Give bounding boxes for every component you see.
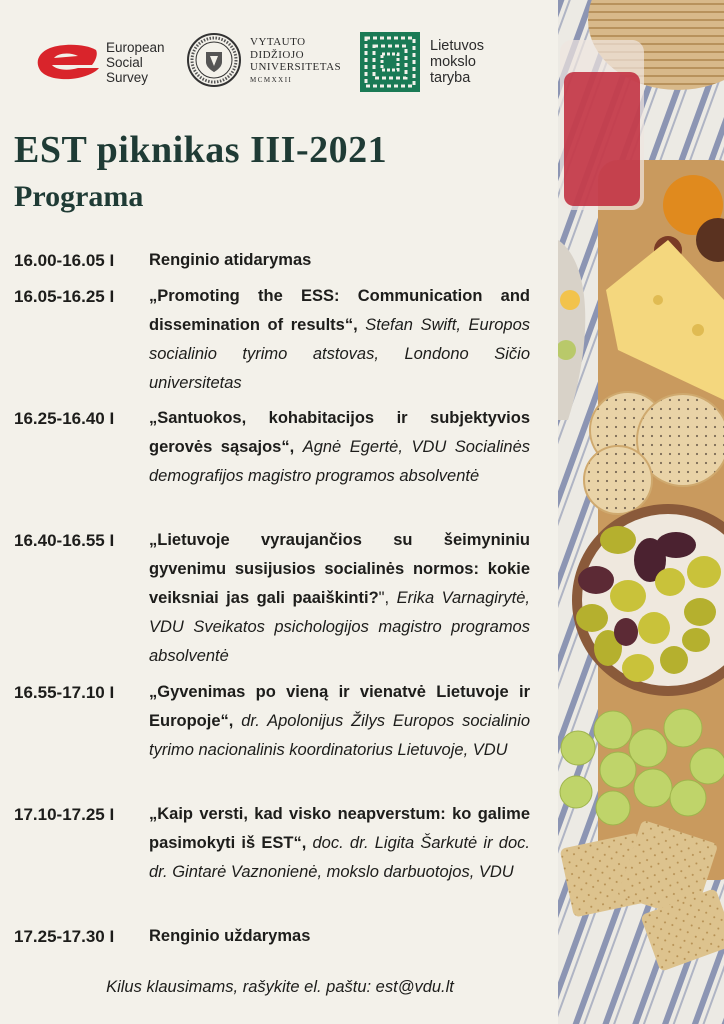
program-time: 16.00-16.05 I bbox=[14, 251, 115, 270]
lmt-logo-line: Lietuvos bbox=[430, 38, 485, 54]
lmt-logo-line: taryba bbox=[430, 70, 471, 86]
vdu-logo-line: VYTAUTO bbox=[250, 36, 306, 48]
program-time: 16.05-16.25 I bbox=[14, 287, 115, 306]
program-time: 17.25-17.30 I bbox=[14, 927, 115, 946]
program-talk: Renginio atidarymas bbox=[149, 251, 312, 269]
ess-logo bbox=[34, 38, 184, 88]
picnic-food-image bbox=[558, 0, 724, 1024]
vdu-logo bbox=[186, 30, 356, 94]
page-subtitle: Programa bbox=[14, 180, 144, 213]
lmt-logo bbox=[360, 32, 520, 92]
program-talk: „Kaip versti, kad visko neapverstum: ko galime pasimokyti iš EST“, bbox=[149, 805, 530, 852]
picnic-photo bbox=[558, 0, 724, 1024]
ess-logo-line: Survey bbox=[106, 70, 149, 85]
page-title: EST piknikas III-2021 bbox=[14, 129, 388, 171]
program-time: 17.10-17.25 I bbox=[14, 805, 115, 824]
vdu-logo-line: DIDŽIOJO bbox=[250, 48, 305, 61]
lmt-logo-icon bbox=[360, 32, 420, 92]
program-talk: „Gyvenimas po vieną ir vienatvė Lietuvoje ir Europoje“, bbox=[149, 683, 530, 730]
program-talk: Renginio uždarymas bbox=[149, 927, 311, 945]
program-speaker: Erika Varnagirytė, VDU Sveikatos psichologijos magistro programos absolventė bbox=[149, 589, 531, 665]
program-speaker: doc. dr. Ligita Šarkutė ir doc. dr. Gintarė Vaznonienė, mokslo darbuotojos, VDU bbox=[149, 834, 530, 881]
logo-bar bbox=[34, 30, 534, 100]
program-speaker: Stefan Swift, Europos socialinio tyrimo atstovas, Londono Sičio universitetas bbox=[149, 316, 530, 392]
university-seal-icon bbox=[186, 32, 242, 88]
program-talk: „Lietuvoje vyraujančios su šeimyniniu gyvenimu susijusios socialinės normos: kokie veiksniai jas gali paaiškinti? bbox=[149, 531, 530, 607]
program-speaker: dr. Apolonijus Žilys Europos socialinio tyrimo nacionalinis koordinatorius Lietuvoje, VDU bbox=[149, 712, 530, 759]
program-talk: „Santuokos, kohabitacijos ir subjektyvios gerovės sąsajos“, bbox=[149, 409, 530, 456]
vdu-logo-year: MCMXXII bbox=[250, 75, 293, 84]
ess-logo-line: European bbox=[106, 40, 165, 55]
program-speaker: Agnė Egertė, VDU Socialinės demografijos magistro programos absolventė bbox=[149, 438, 531, 485]
ess-logo-line: Social bbox=[106, 55, 143, 70]
program-talk-tail: ", bbox=[378, 589, 397, 607]
contact-footer: Kilus klausimams, rašykite el. paštu: est@vdu.lt bbox=[106, 978, 454, 996]
vdu-logo-line: UNIVERSITETAS bbox=[250, 61, 342, 73]
program-time: 16.40-16.55 I bbox=[14, 531, 115, 550]
ess-logo-icon bbox=[34, 44, 100, 80]
program-time: 16.55-17.10 I bbox=[14, 683, 115, 702]
program-talk: „Promoting the ESS: Communication and dissemination of results“, bbox=[149, 287, 530, 334]
program-time: 16.25-16.40 I bbox=[14, 409, 115, 428]
lmt-logo-line: mokslo bbox=[430, 54, 476, 70]
